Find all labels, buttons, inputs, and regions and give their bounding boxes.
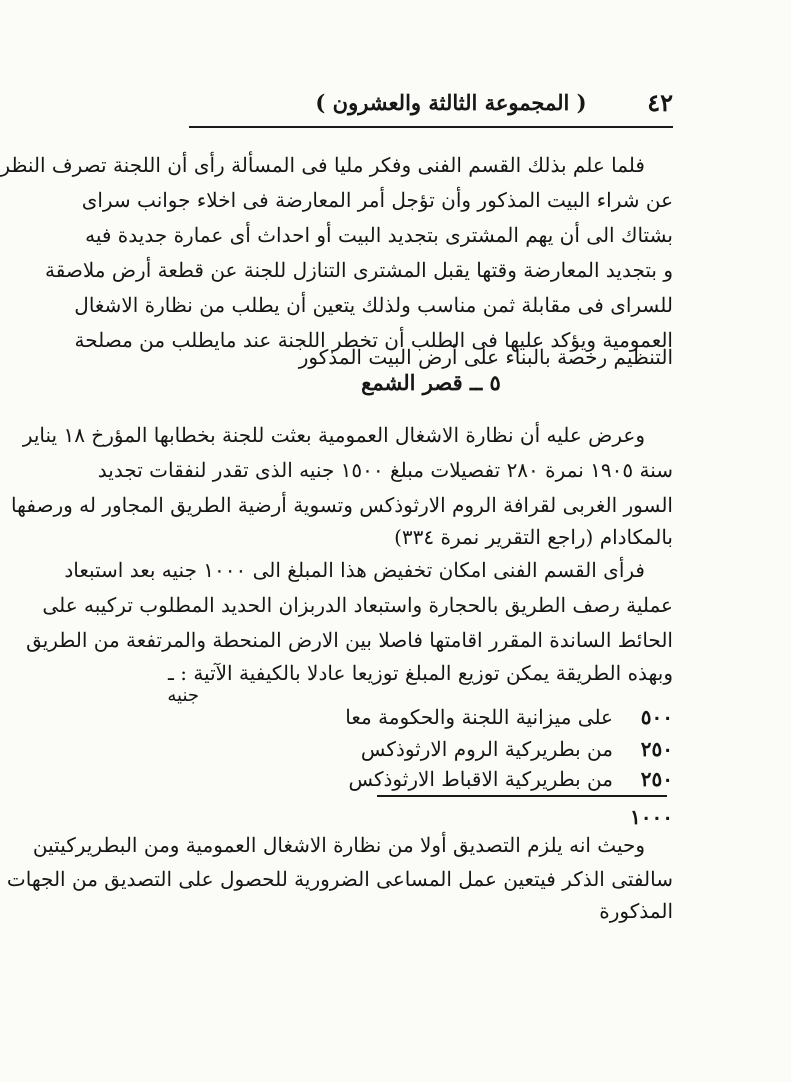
text-line: العمومية ويؤكد عليها فى الطلب أن تخطر اللجنة عند مايطلب من مصلحة: [74, 328, 673, 352]
distribution-amount: ٥٠٠: [640, 705, 673, 729]
distribution-amount: ٢٥٠: [640, 767, 673, 791]
distribution-row: [189, 732, 673, 766]
text-line: سنة ١٩٠٥ نمرة ٢٨٠ تفصيلات مبلغ ١٥٠٠ جنيه الذى تقدر لنفقات تجديد: [97, 458, 673, 482]
text-line: وحيث انه يلزم التصديق أولا من نظارة الاشغال العمومية ومن البطريركيتين: [32, 833, 645, 857]
distribution-row: [189, 700, 673, 734]
distribution-total: ١٠٠٠: [630, 805, 673, 829]
text-line: عن شراء البيت المذكور وأن تؤجل أمر المعارضة فى اخلاء جوانب سراى: [81, 188, 673, 212]
page-number: ٤٢: [647, 88, 673, 117]
text-line: عملية رصف الطريق بالحجارة واستبعاد الدربزان الحديد المطلوب تركيبه على: [42, 593, 673, 617]
distribution-description: من بطريركية الروم الارثوذكس: [360, 737, 613, 761]
text-line: للسراى فى مقابلة ثمن مناسب ولذلك يتعين أن يطلب من نظارة الاشغال: [74, 293, 673, 317]
running-title: ( المجموعة الثالثة والعشرون ): [315, 90, 587, 115]
text-line: السور الغربى لقرافة الروم الارثوذكس وتسوية أرضية الطريق المجاور له ورصفها: [11, 493, 673, 517]
section-heading: ٥ ــ قصر الشمع: [361, 370, 501, 395]
text-line: الحائط الساندة المقرر اقامتها فاصلا بين الارض المنحطة والمرتفعة من الطريق: [26, 628, 673, 652]
text-line: التنظيم رخصة بالبناء على أرض البيت المذكور: [298, 345, 673, 369]
distribution-amount: ٢٥٠: [640, 737, 673, 761]
page-header: [189, 88, 673, 122]
text-line: وعرض عليه أن نظارة الاشغال العمومية بعثت للجنة بخطابها المؤرخ ١٨ يناير: [22, 423, 645, 447]
text-line: سالفتى الذكر فيتعين عمل المساعى الضرورية للحصول على التصديق من الجهات: [6, 867, 673, 891]
text-line: و بتجديد المعارضة وقتها يقبل المشترى التنازل للجنة عن قطعة أرض ملاصقة: [45, 258, 673, 282]
distribution-description: على ميزانية اللجنة والحكومة معا: [345, 705, 613, 729]
text-line: بشتاك الى أن يهم المشترى بتجديد البيت أو احداث أى عمارة جديدة فيه: [85, 223, 673, 247]
distribution-description: من بطريركية الاقباط الارثوذكس: [348, 767, 613, 791]
distribution-row: [189, 762, 673, 796]
text-line: بالمكادام (راجع التقرير نمرة ٣٣٤): [394, 525, 673, 549]
text-line: فرأى القسم الفنى امكان تخفيض هذا المبلغ الى ١٠٠٠ جنيه بعد استبعاد: [64, 558, 645, 582]
sum-rule: [377, 795, 667, 797]
currency-unit-label: جنيه: [167, 685, 199, 706]
text-line: المذكورة: [599, 899, 673, 923]
text-line: فلما علم بذلك القسم الفنى وفكر مليا فى المسألة رأى أن اللجنة تصرف النظر: [0, 153, 645, 177]
header-rule: [189, 126, 673, 128]
text-line: وبهذه الطريقة يمكن توزيع المبلغ توزيعا عادلا بالكيفية الآتية : ـ: [168, 661, 673, 685]
